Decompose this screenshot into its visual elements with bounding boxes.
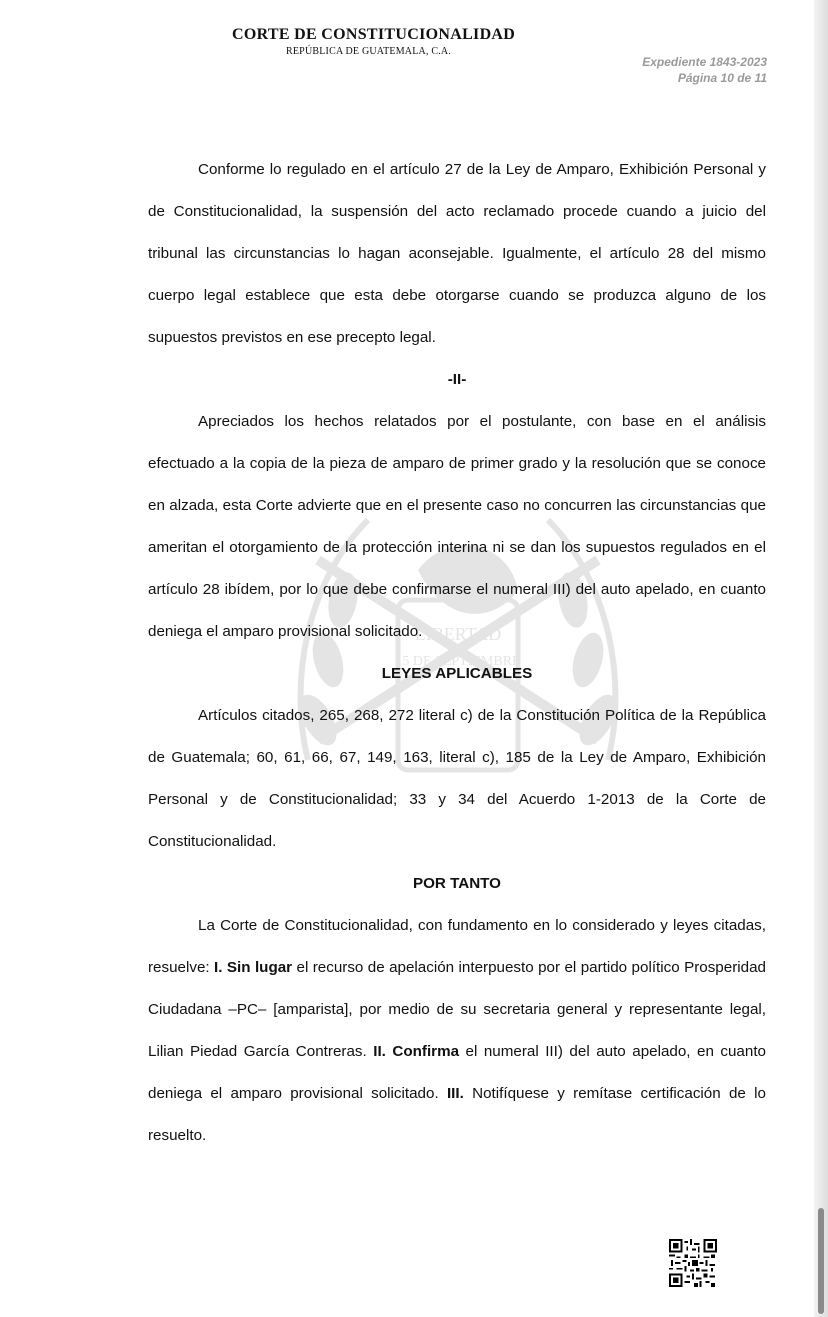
expediente-number: Expediente 1843-2023 <box>642 55 767 69</box>
resolution-iii-label: III. <box>446 1085 464 1102</box>
scrollbar-thumb[interactable] <box>818 1208 824 1314</box>
qr-code-icon <box>669 1239 717 1287</box>
section-heading-leyes: LEYES APLICABLES <box>381 665 533 682</box>
court-name: CORTE DE CONSTITUCIONALIDAD <box>232 26 516 43</box>
resolution-ii-text: el numeral III) del auto apelado, en cuanto deniega el amparo provisional solicitado. <box>148 1043 766 1102</box>
watermark-text-top: LIBERTAD <box>414 624 502 644</box>
resolution-ii-label: II. Confirma <box>373 1043 460 1060</box>
resolution-i-label: I. Sin lugar <box>214 959 293 976</box>
paragraph-articulo-27: Conforme lo regulado en el artículo 27 de la Ley de Amparo, Exhibición Personal y de Constitucionalidad, la suspensión del acto reclamado procede cuando a juicio del tribunal las circunstancias lo hagan aconsejable. Igualmente, el artículo 28 del mismo cuerpo legal establece que esta debe otorgarse cuando se produzca alguno de los supuestos previstos en ese precepto legal. <box>148 161 766 346</box>
section-heading-por-tanto: POR TANTO <box>412 875 502 892</box>
page-number: Página 10 de 11 <box>677 71 767 85</box>
page-edge <box>814 0 828 1317</box>
court-country: REPÚBLICA DE GUATEMALA, C.A. <box>286 46 452 57</box>
resolution-iii-text: Notifíquese y remítase certificación de lo resuelto. <box>148 1085 766 1144</box>
resolution-i-text: el recurso de apelación interpuesto por el partido político Prosperidad Ciudadana –PC– [amparista], por medio de su secretaria general y representante legal, Lilian Piedad García Contreras. <box>148 959 766 1060</box>
case-reference <box>642 54 767 86</box>
paragraph-resuelve <box>148 905 766 1157</box>
document-body <box>148 149 766 1157</box>
section-heading-ii: -II- <box>447 371 467 388</box>
paragraph-apreciados: Apreciados los hechos relatados por el postulante, con base en el análisis efectuado a la copia de la pieza de amparo de primer grado y la resolución que se conoce en alzada, esta Corte advierte que en el presente caso no concurren las circunstancias que ameritan el otorgamiento de la protección interina ni se dan los supuestos regulados en el artículo 28 ibídem, por lo que debe confirmarse el numeral III) del auto apelado, en cuanto deniega el amparo provisional solicitado. <box>148 413 766 640</box>
resuelve-intro: La Corte de Constitucionalidad, con fundamento en lo considerado y leyes citadas, resuelve: <box>148 917 766 976</box>
paragraph-articulos-citados: Artículos citados, 265, 268, 272 literal c) de la Constitución Política de la República de Guatemala; 60, 61, 66, 67, 149, 163, literal c), 185 de la Ley de Amparo, Exhibición Personal y de Constitucionalidad; 33 y 34 del Acuerdo 1-2013 de la Corte de Constitucionalidad. <box>148 707 766 850</box>
watermark-text-bottom: 15 DE SEPTIEMBRE <box>395 654 521 669</box>
